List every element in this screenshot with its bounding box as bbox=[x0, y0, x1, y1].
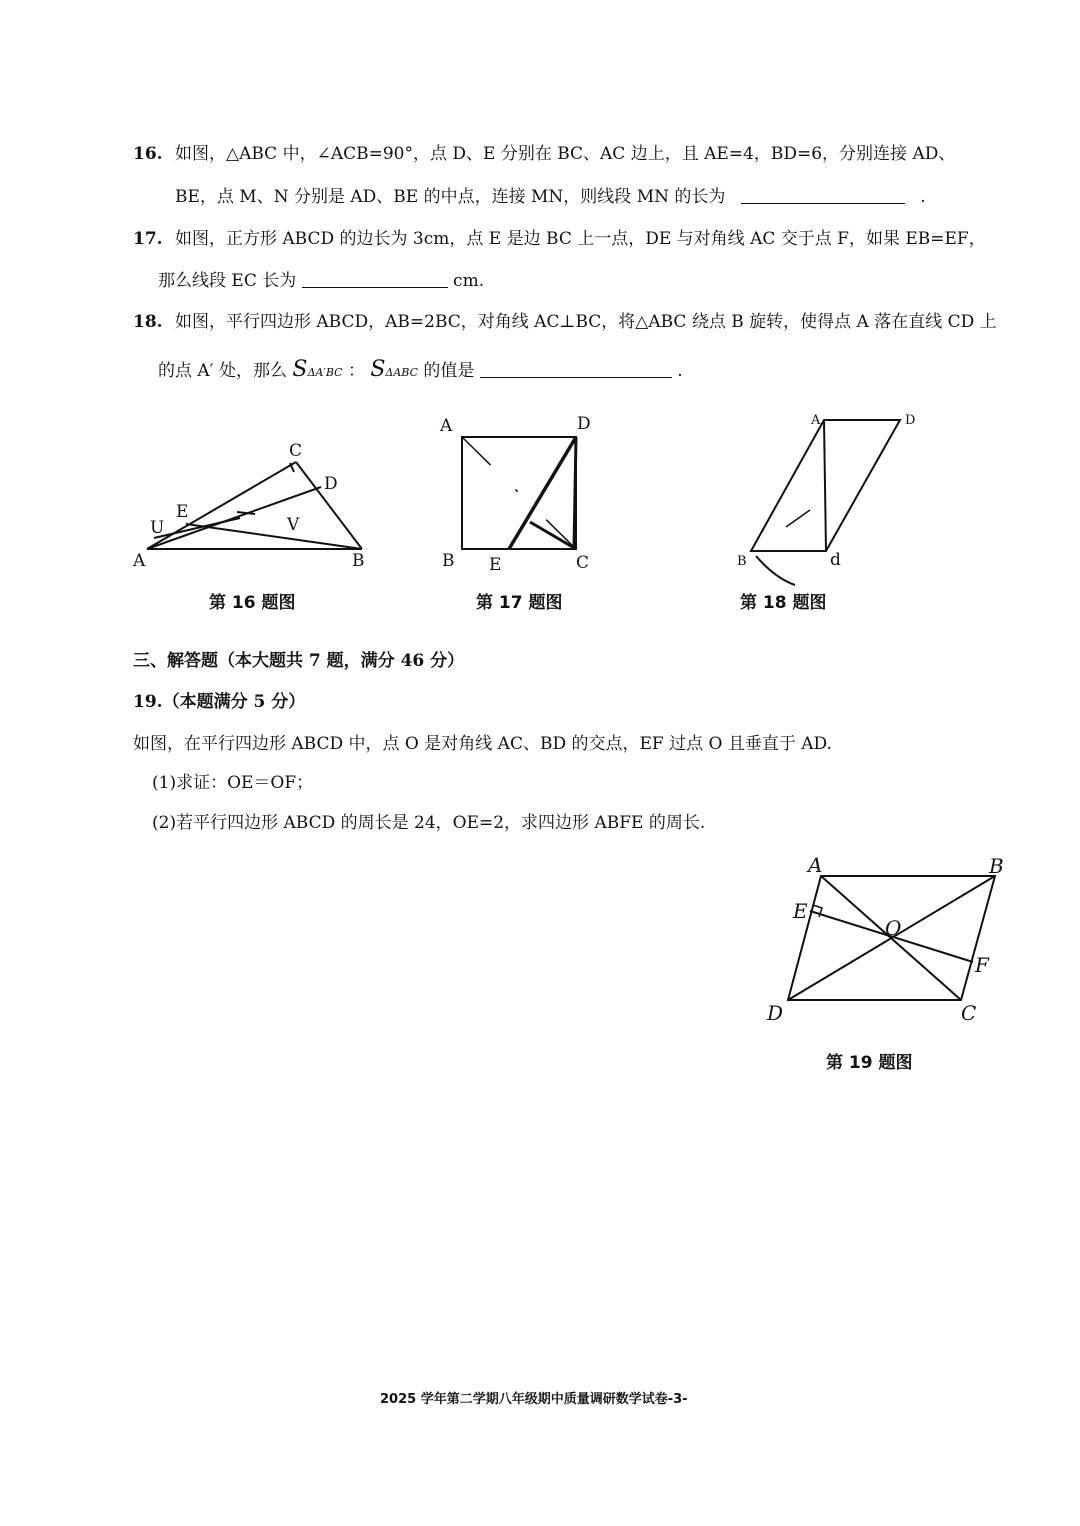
fig16-label-b: B bbox=[352, 551, 365, 571]
fig17-label-e: E bbox=[489, 555, 502, 575]
fig16-label-c: C bbox=[289, 441, 303, 461]
fig16-caption: 第 16 题图 bbox=[209, 593, 296, 613]
fig18-label-c: d bbox=[830, 550, 841, 570]
fig16-label-n: V bbox=[287, 515, 300, 535]
fig19-label-e: E bbox=[793, 899, 808, 923]
q18-area-symbol-2: S bbox=[370, 357, 386, 382]
q19-part2: (2)若平行四边形 ABCD 的周长是 24，OE=2，求四边形 ABFE 的周长. bbox=[152, 813, 706, 833]
q18-colon: ： bbox=[347, 361, 365, 381]
fig18-label-d: D bbox=[905, 413, 916, 428]
fig19-label-c: C bbox=[961, 1001, 977, 1025]
fig18-caption: 第 18 题图 bbox=[740, 593, 827, 613]
fig16-label-m: U bbox=[150, 518, 165, 538]
fig19-caption: 第 19 题图 bbox=[826, 1053, 913, 1073]
fig17-label-b: B bbox=[442, 551, 455, 571]
section-3-title: 三、解答题（本大题共 7 题，满分 46 分） bbox=[133, 651, 465, 671]
page-footer: 2025 学年第二学期八年级期中质量调研数学试卷-3- bbox=[380, 1392, 688, 1407]
fig19-label-d: D bbox=[767, 1001, 784, 1025]
q18-text-3: 的值是 bbox=[423, 361, 475, 381]
q19-header: 19.（本题满分 5 分） bbox=[133, 692, 306, 712]
fig19-label-o: O bbox=[885, 916, 902, 940]
q19-part1: (1)求证：OE＝OF； bbox=[152, 773, 314, 793]
q18-text-2: 的点 A′ 处，那么 bbox=[158, 361, 287, 381]
fig17-label-d: D bbox=[577, 414, 591, 434]
fig19-label-b: B bbox=[989, 854, 1004, 878]
fig19-label-a: A bbox=[808, 853, 823, 877]
fig16-label-a: A bbox=[133, 551, 146, 571]
q16-period: . bbox=[920, 187, 926, 207]
q18-area-sub-2: ΔABC bbox=[385, 366, 419, 379]
fig17-label-a: A bbox=[440, 416, 453, 436]
q17-unit: cm. bbox=[453, 271, 485, 291]
q17-text-1: 如图，正方形 ABCD 的边长为 3cm，点 E 是边 BC 上一点，DE 与对角线 AC 交于点 F，如果 EB=EF， bbox=[175, 229, 986, 249]
fig18-label-b: B bbox=[737, 554, 747, 569]
q18-number: 18. bbox=[133, 312, 163, 332]
q16-text-1: 如图，△ABC 中，∠ACB=90°，点 D、E 分别在 BC、AC 边上，且 AE=4，BD=6，分别连接 AD、 bbox=[175, 144, 956, 164]
q18-period: . bbox=[677, 361, 683, 381]
q17-text-2: 那么线段 EC 长为 bbox=[158, 271, 297, 291]
fig16-label-e: E bbox=[176, 502, 189, 522]
q16-text-2: BE，点 M、N 分别是 AD、BE 的中点，连接 MN，则线段 MN 的长为 bbox=[175, 187, 726, 207]
fig19-label-f: F bbox=[975, 953, 989, 977]
fig16-label-d: D bbox=[324, 474, 338, 494]
q18-text-1: 如图，平行四边形 ABCD，AB=2BC，对角线 AC⊥BC，将△ABC 绕点 B 旋转，使得点 A 落在直线 CD 上 bbox=[175, 312, 997, 332]
q18-area-sub-1: ΔA′BC bbox=[307, 366, 343, 379]
q17-number: 17. bbox=[133, 229, 163, 249]
fig17-label-c: C bbox=[576, 553, 590, 573]
q19-stem: 如图，在平行四边形 ABCD 中，点 O 是对角线 AC、BD 的交点，EF 过点 O 且垂直于 AD. bbox=[133, 734, 832, 754]
fig18-label-a: A bbox=[811, 413, 821, 428]
q18-area-symbol-1: S bbox=[292, 357, 308, 382]
fig17-caption: 第 17 题图 bbox=[476, 593, 563, 613]
q16-number: 16. bbox=[133, 144, 163, 164]
